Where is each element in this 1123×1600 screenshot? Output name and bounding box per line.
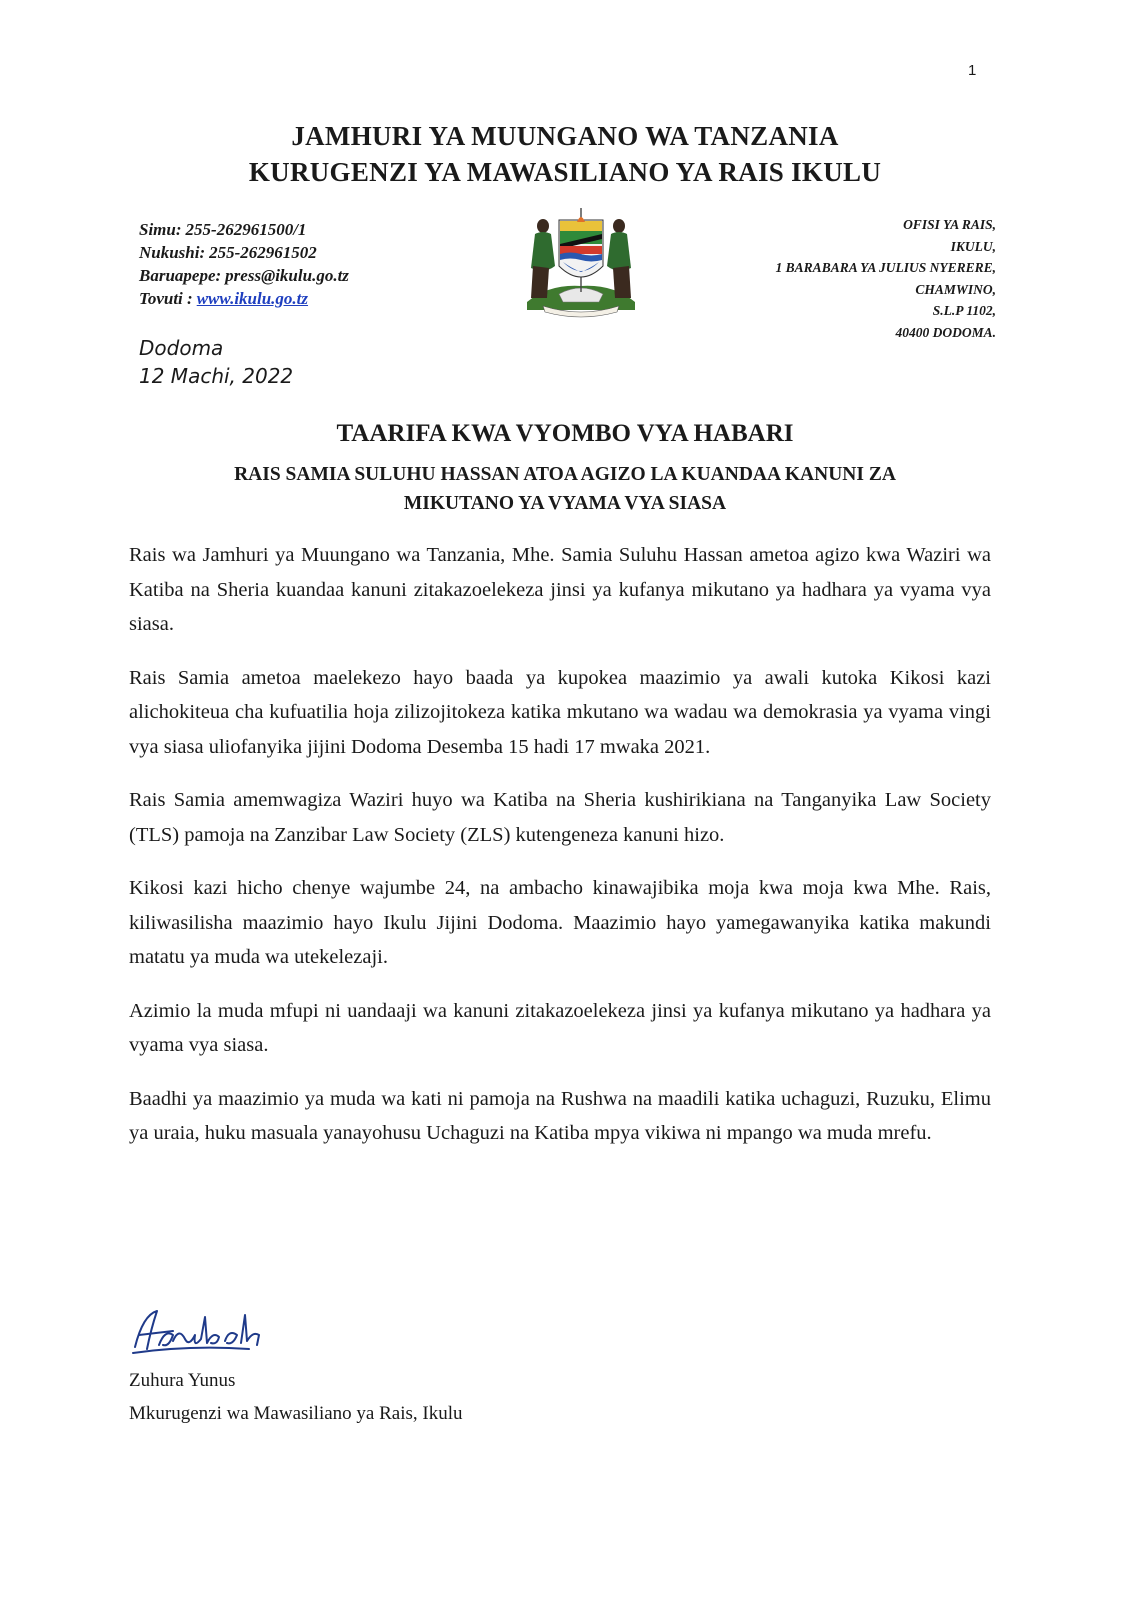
address-line: OFISI YA RAIS,: [903, 217, 996, 232]
contact-block: [139, 218, 349, 310]
header-directorate: KURUGENZI YA MAWASILIANO YA RAIS IKULU: [248, 157, 882, 187]
signatory-name: Zuhura Yunus: [129, 1370, 236, 1391]
handwritten-signature: [129, 1305, 279, 1363]
web-line: [139, 287, 349, 310]
fax-number: 255-262961502: [209, 243, 317, 262]
paragraph: Rais Samia amemwagiza Waziri huyo wa Katiba na Sheria kushirikiana na Tanganyika Law Society (TLS) pamoja na Zanzibar Law Society (ZLS) kutengeneza kanuni hizo.: [129, 789, 991, 846]
phone-number: 255-262961500/1: [185, 220, 307, 239]
signatory-title: Mkurugenzi wa Mawasiliano ya Rais, Ikulu: [129, 1403, 463, 1424]
paragraph: Rais Samia ametoa maelekezo hayo baada ya kupokea maazimio ya awali kutoka Kikosi kazi alichokiteua cha kufuatilia hoja zilizojitokeza katika mkutano wa wadau wa demokrasia ya vyama vingi vya siasa uliofanyika jijini Dodoma Desemba 15 hadi 17 mwaka 2021.: [129, 666, 991, 758]
date: 12 Machi, 2022: [139, 364, 294, 388]
paragraph: Baadhi ya maazimio ya muda wa kati ni pamoja na Rushwa na maadili katika uchaguzi, Ruzuku, Elimu ya uraia, huku masuala yanayohusu Uchaguzi na Katiba mpya vikiwa ni mpango wa muda mrefu.: [129, 1087, 991, 1144]
header-republic: JAMHURI YA MUUNGANO WA TANZANIA: [291, 121, 839, 151]
office-address: [776, 214, 996, 343]
email-label: Baruapepe:: [139, 266, 222, 285]
web-label: Tovuti :: [139, 289, 193, 308]
release-body: [129, 538, 991, 1170]
page-number: 1: [968, 62, 977, 79]
email-address: press@ikulu.go.tz: [225, 266, 349, 285]
place-date-block: [139, 334, 293, 390]
address-line: IKULU,: [950, 238, 996, 254]
phone-label: Simu:: [139, 220, 182, 239]
address-line: CHAMWINO,: [915, 281, 996, 297]
paragraph: Kikosi kazi hicho chenye wajumbe 24, na ambacho kinawajibika moja kwa moja kwa Mhe. Rais, kiliwasilisha maazimio hayo Ikulu Jijini Dodoma. Maazimio hayo yamegawanyika katika makundi matatu ya muda wa utekelezaji.: [129, 877, 991, 968]
fax-line: [139, 241, 349, 264]
subtitle-line-1: RAIS SAMIA SULUHU HASSAN ATOA AGIZO LA KUANDAA KANUNI ZA: [234, 464, 896, 485]
release-subtitle: [155, 460, 975, 518]
address-line: 40400 DODOMA.: [895, 324, 996, 340]
signatory-block: [129, 1364, 462, 1430]
address-line: 1 BARABARA YA JULIUS NYERERE,: [775, 260, 996, 275]
email-line: [139, 264, 349, 287]
subtitle-line-2: MIKUTANO YA VYAMA VYA SIASA: [403, 493, 727, 514]
paragraph: Azimio la muda mfupi ni uandaaji wa kanuni zitakazoelekeza jinsi ya kufanya mikutano ya hadhara ya vyama vya siasa.: [129, 999, 991, 1056]
place: Dodoma: [139, 336, 224, 360]
release-title: TAARIFA KWA VYOMBO VYA HABARI: [336, 420, 794, 447]
phone-line: [139, 218, 349, 241]
coat-of-arms-icon: [519, 206, 643, 318]
paragraph: Rais wa Jamhuri ya Muungano wa Tanzania, Mhe. Samia Suluhu Hassan ametoa agizo kwa Waziri wa Katiba na Sheria kuandaa kanuni zitakazoelekeza jinsi ya kufanya mikutano ya hadhara ya vyama vya siasa.: [129, 544, 991, 635]
website-link[interactable]: www.ikulu.go.tz: [196, 289, 309, 308]
fax-label: Nukushi:: [139, 243, 206, 262]
address-line: S.L.P 1102,: [932, 303, 996, 318]
